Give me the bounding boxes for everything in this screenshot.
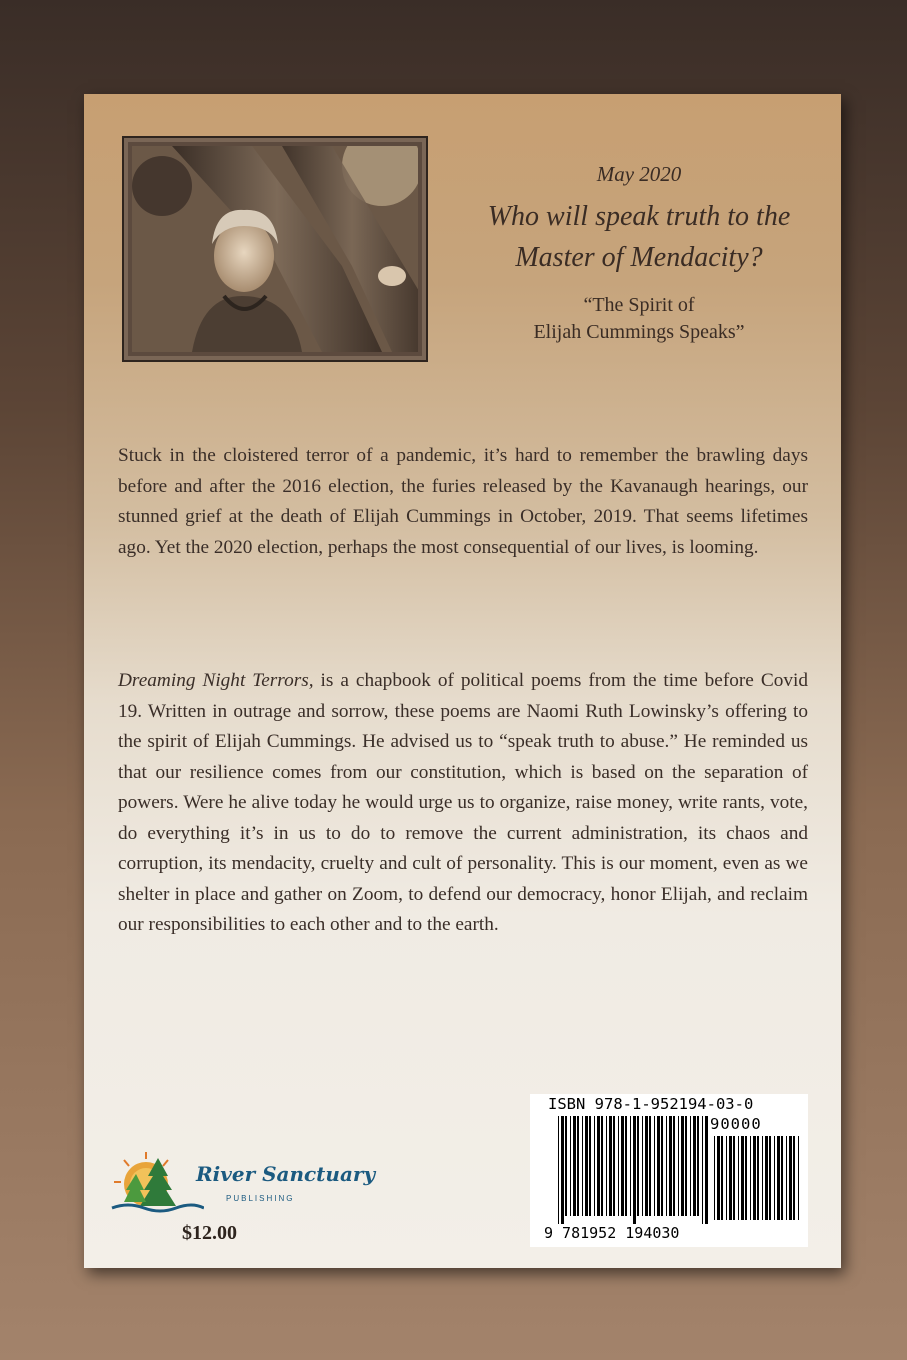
date-line: May 2020 [596,162,682,186]
author-photo [132,146,418,352]
publisher-logo [108,1150,376,1214]
paragraph-2 [118,666,808,941]
addon-number: 90000 [710,1115,762,1133]
price: $12.00 [182,1222,237,1244]
publisher-name: River Sanctuary [196,1162,376,1186]
isbn-label: ISBN 978-1-952194-03-0 [548,1095,754,1113]
author-photo-frame [122,136,428,362]
paragraph-2-text: is a chapbook of political poems from the time before Covid 19. Written in outrage and sorrow, these poems are Naomi Ruth Lowinsky’s offering to the spirit of Elijah Cummings. He advised us to “speak truth to abuse.” He reminded us that our resilience comes from our constitution, which is based on the separation of powers. Were he alive today he would urge us to organize, raise money, write rants, vote, do everything it’s in us to do to remove the current administration, its chaos and corruption, its mendacity, cruelty and cult of personality. This is our moment, even as we shelter in place and gather on Zoom, to defend our democracy, honor Elijah, and reclaim our responsibilities to each other and to the earth. [118,670,808,936]
book-back-cover [84,94,841,1268]
ean-digits: 9 781952 194030 [544,1224,680,1242]
headline [464,196,814,278]
sun-tree-logo-icon [108,1150,204,1214]
subtitle-line-2: Elijah Cummings Speaks” [533,321,745,343]
barcode-box [530,1094,808,1247]
book-title: Dreaming Night Terrors, [118,670,314,692]
subtitle [464,292,814,346]
author-photo-illustration [132,146,418,352]
subtitle-line-1: “The Spirit of [583,294,695,316]
headline-line-2: Master of Mendacity? [515,242,763,273]
barcode-icon [558,1116,708,1224]
paragraph-1: Stuck in the cloistered terror of a pandemic, it’s hard to remember the brawling days before and after the 2016 election, the furies released by the Kavanaugh hearings, our stunned grief at the death of Elijah Cummings in October, 2019. That seems lifetimes ago. Yet the 2020 election, perhaps the most consequential of our lives, is looming. [118,445,808,558]
addon-barcode-icon [714,1136,802,1228]
publisher-tagline: PUBLISHING [226,1194,295,1203]
headline-line-1: Who will speak truth to the [487,201,791,232]
